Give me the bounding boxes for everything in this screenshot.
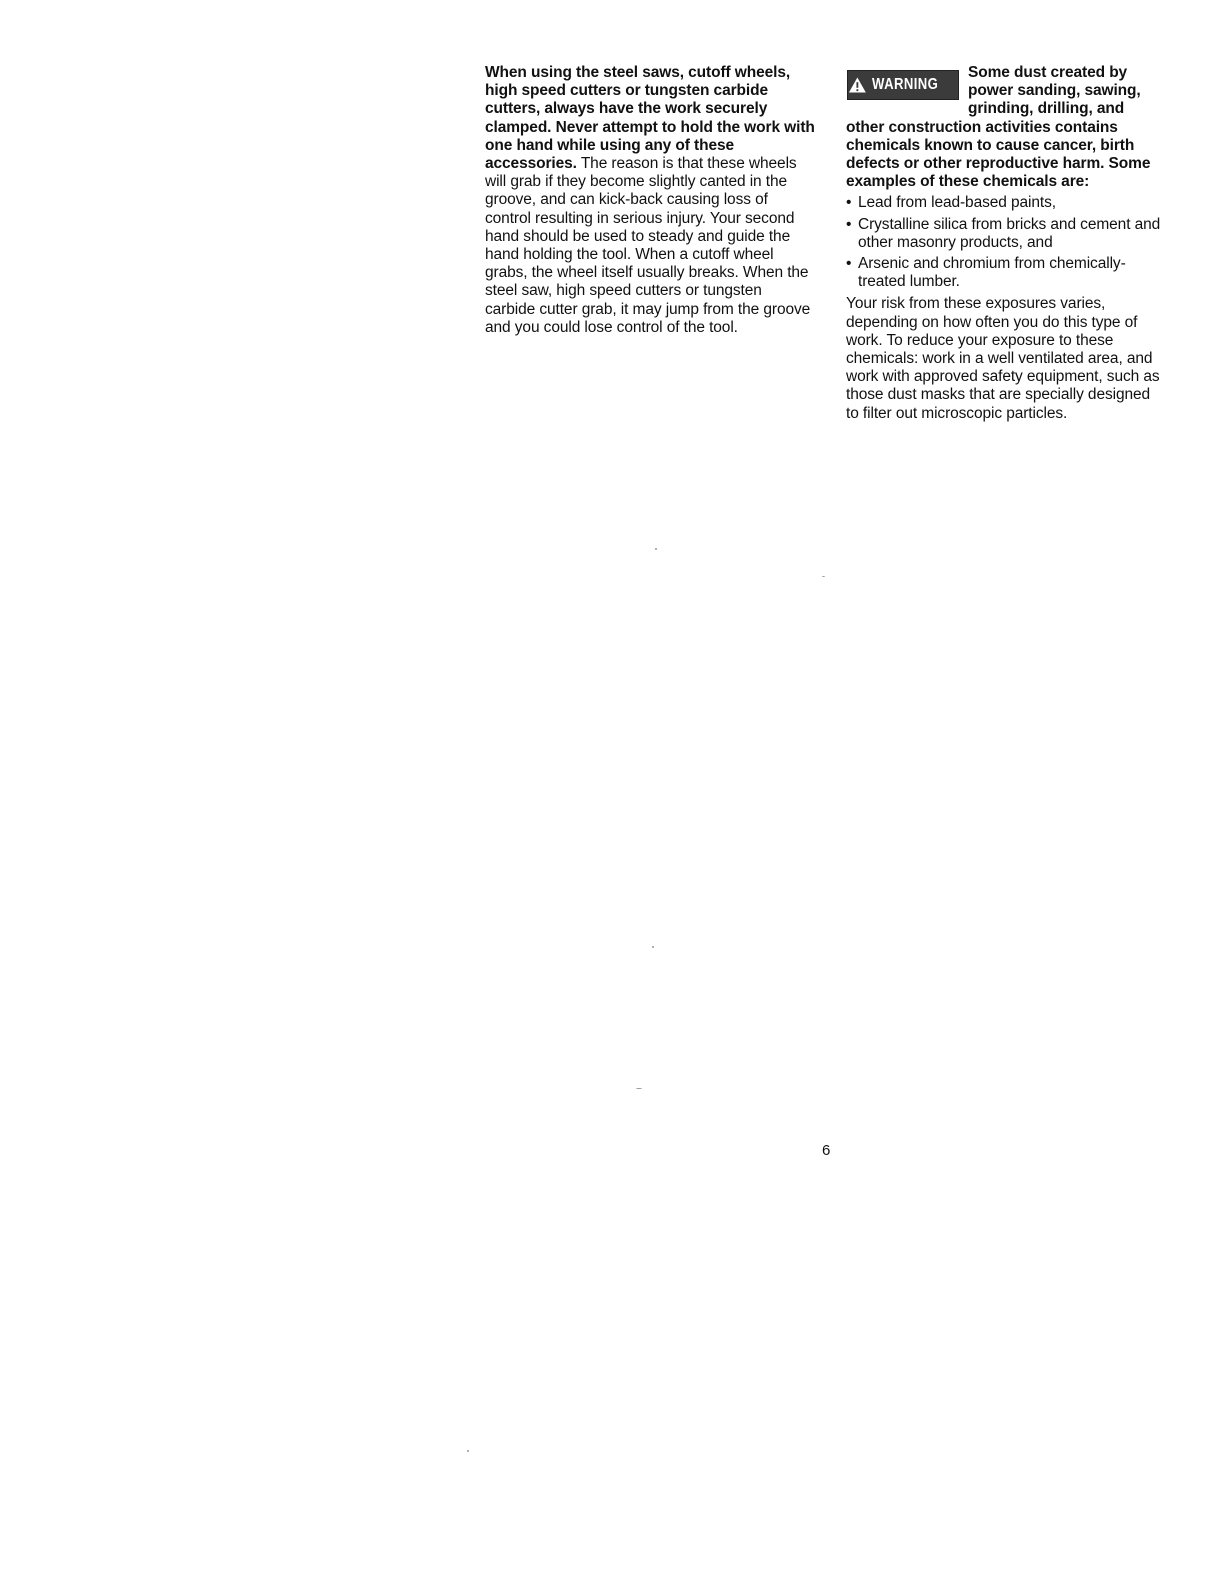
list-item: • Arsenic and chromium from chemically-treated lumber. (846, 255, 1166, 291)
warning-label: WARNING (871, 75, 939, 93)
scan-speck (822, 576, 825, 577)
page-number: 6 (822, 1142, 831, 1159)
scan-speck (467, 1450, 469, 1452)
chemical-list (846, 194, 1166, 291)
scan-speck (652, 946, 654, 948)
scan-speck (655, 548, 657, 550)
accessory-clamping-section (485, 64, 815, 337)
list-item: • Lead from lead-based paints, (846, 194, 1166, 212)
clamping-warning-bold: When using the steel saws, cutoff wheels, high speed cutters or tungsten carbide cutters, always have the work securely clamped. Never attempt to hold the work with one hand while using any of these accessories. (485, 64, 815, 173)
list-item: • Crystalline silica from bricks and cement and other masonry products, and (846, 216, 1166, 252)
dust-warning-text: Some dust created by power sanding, sawing, grinding, drilling, and other construction activities contains chemicals known to cause cancer, birth defects or other reproductive harm. Some examples of these chemicals are: (846, 64, 1151, 191)
scan-speck (636, 1088, 642, 1089)
exposure-advice-text: Your risk from these exposures varies, depending on how often you do this type of work. To reduce your exposure to these chemicals: work in a well ventilated area, and work with approved safety equipment, such as those dust masks that are specially designed to filter out microscopic particles. (846, 295, 1160, 422)
clamping-explanation: The reason is that these wheels will grab if they become slightly canted in the groove, and can kick-back causing loss of control resulting in serious injury. Your second hand should be used to steady and guide the hand holding the tool. When a cutoff wheel grabs, the wheel itself usually breaks. When the steel saw, high speed cutters or tungsten carbide cutter grab, it may jump from the groove and you could lose control of the tool. (485, 155, 811, 336)
clamping-paragraph (485, 64, 815, 337)
dust-warning-section (846, 64, 1166, 423)
warning-badge (847, 70, 959, 100)
warning-triangle-icon (848, 76, 867, 94)
